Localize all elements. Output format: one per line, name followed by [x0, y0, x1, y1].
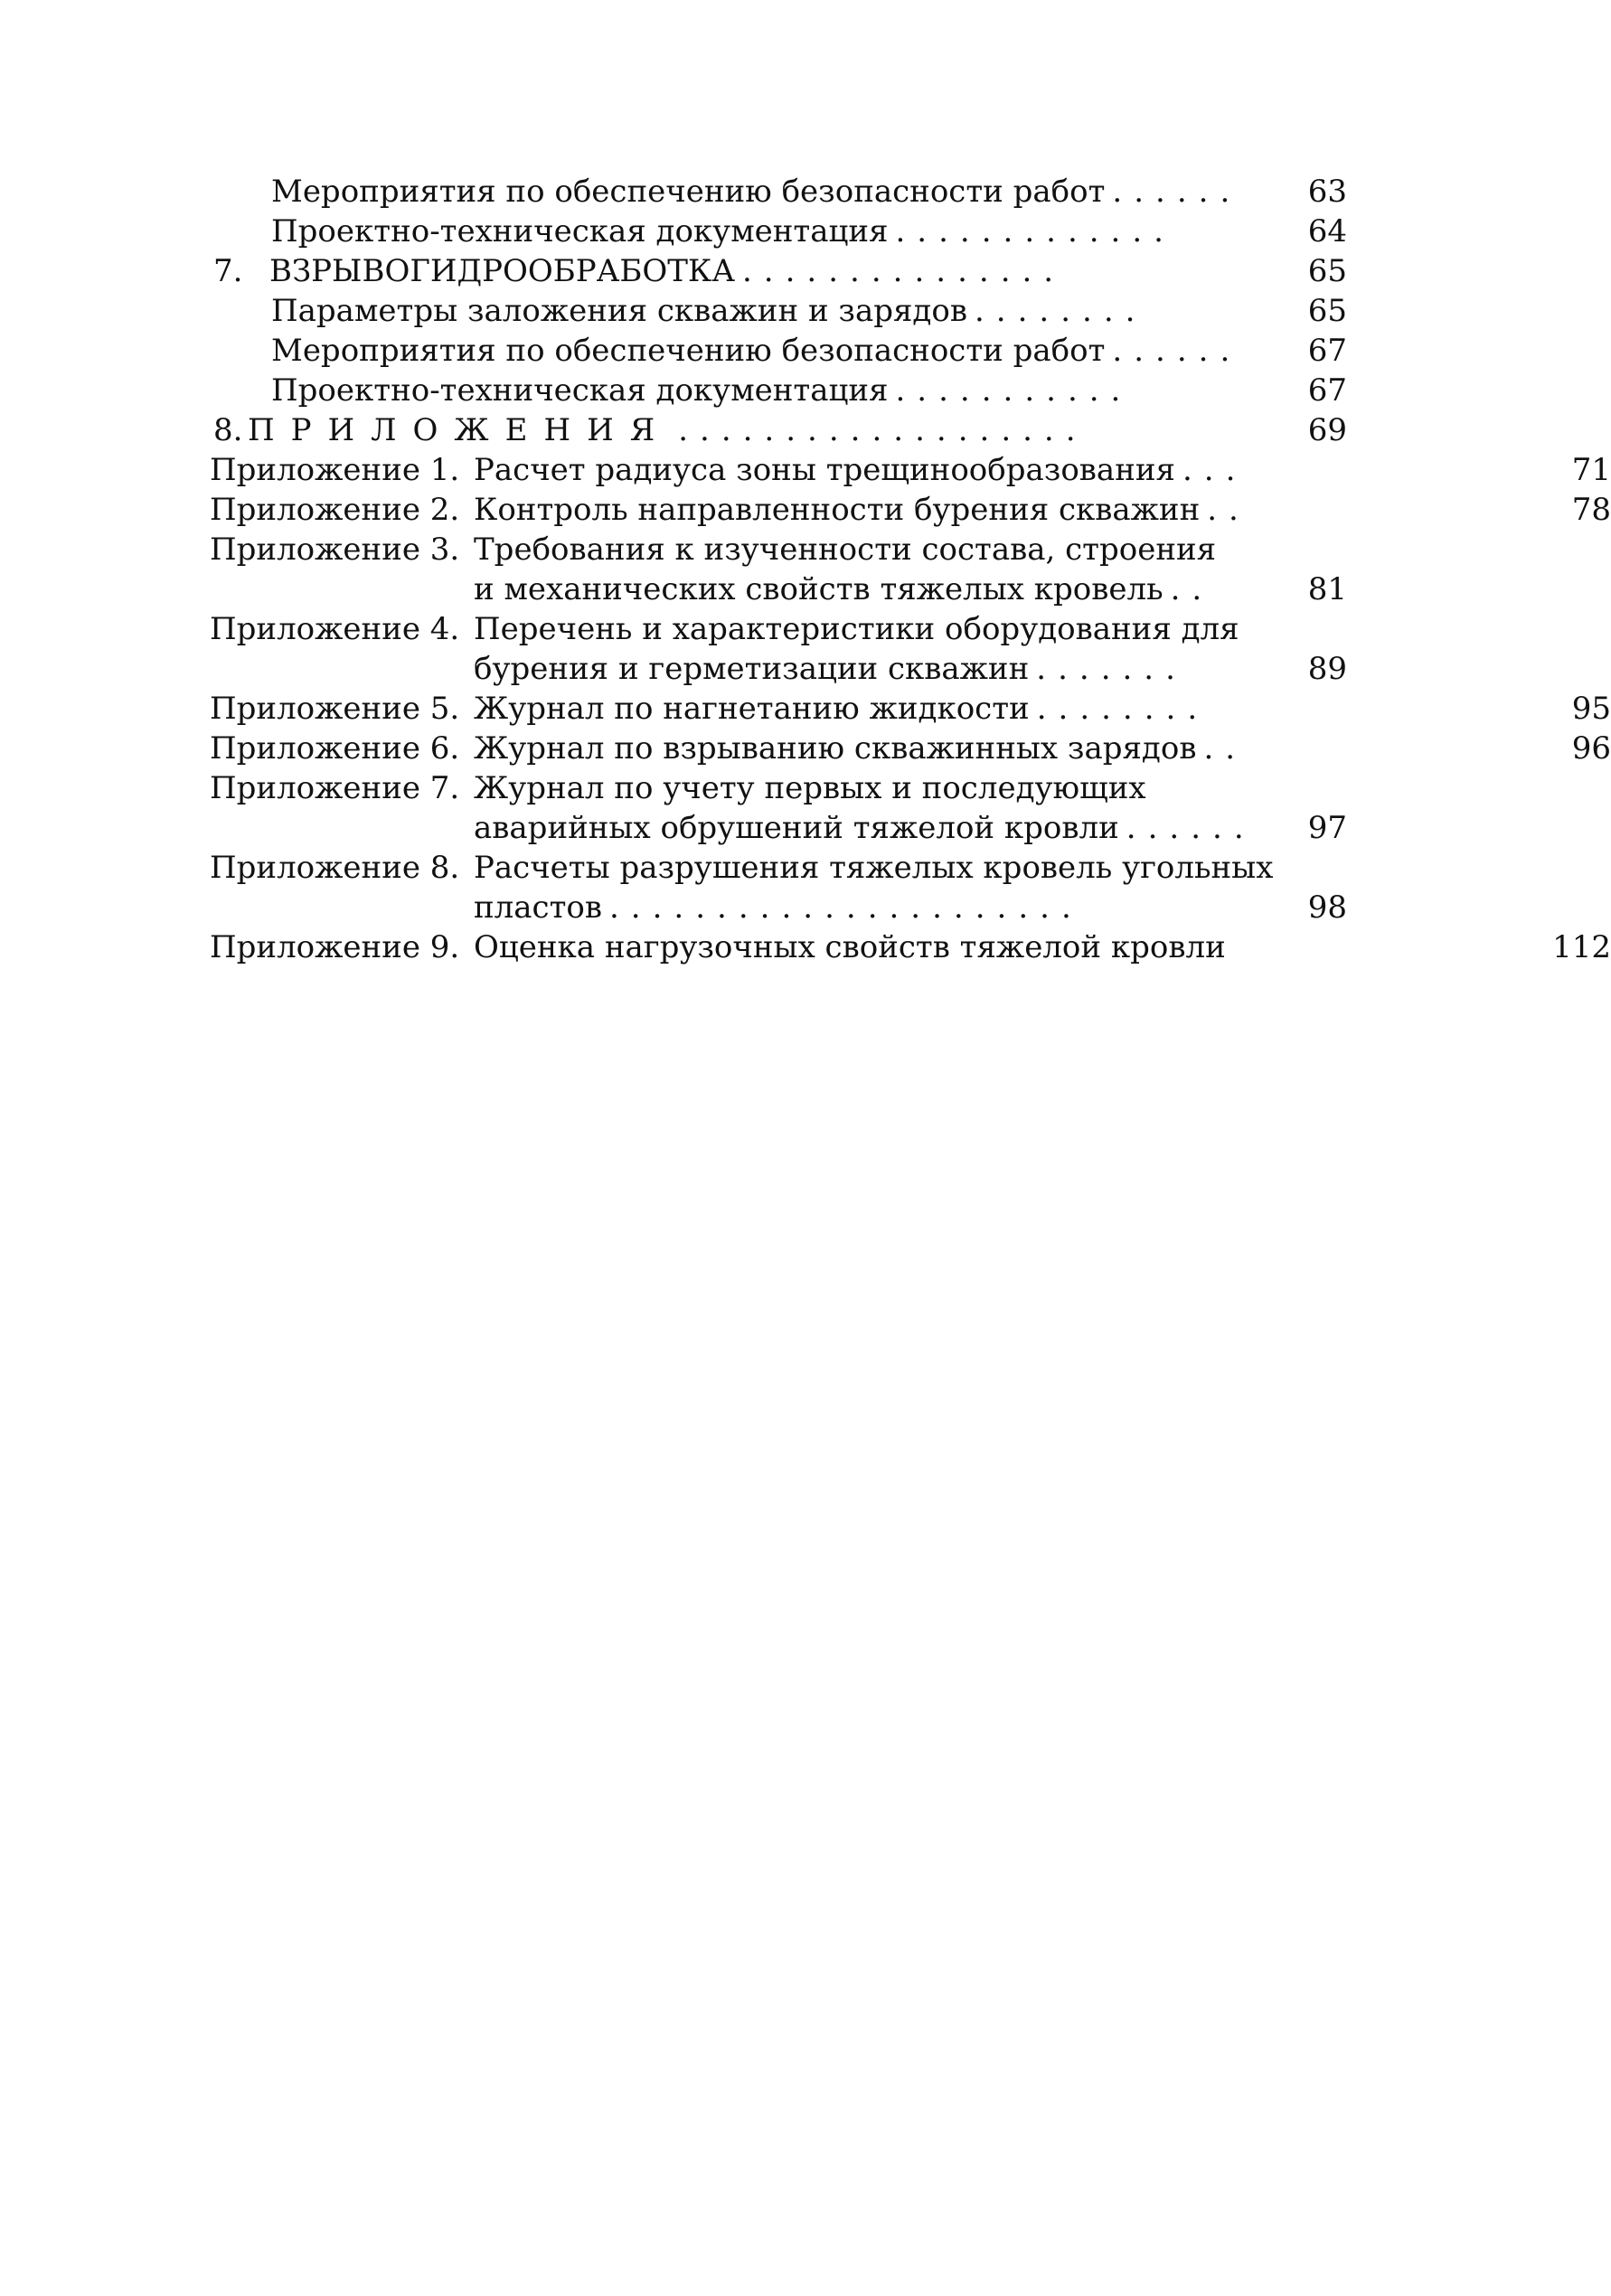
appendix-label: Приложение 8. [210, 850, 460, 886]
toc-entry-app4 [210, 609, 1347, 649]
toc-leader-dots: ... [1182, 452, 1248, 488]
toc-entry-app2 [210, 490, 1611, 530]
appendix-title: Журнал по учету первых и последующих [474, 770, 1146, 806]
toc-entry-text: Мероприятия по обеспечению безопасности работ [271, 333, 1106, 369]
toc-entry-app7-cont [474, 808, 1347, 848]
toc-leader-dots: ............. [895, 213, 1175, 249]
toc-leader-dots: ........ [974, 293, 1147, 329]
toc-leader-dots: ....... [1036, 651, 1187, 687]
toc-page-number: 95 [1571, 691, 1611, 727]
appendix-label: Приложение 6. [210, 730, 460, 767]
appendix-label: Приложение 3. [210, 532, 460, 568]
toc-leader-dots: ...... [1126, 810, 1256, 846]
toc-entry-text: Параметры заложения скважин и зарядов [271, 293, 967, 329]
appendix-label: Приложение 4. [210, 611, 460, 647]
appendix-label: Приложение 2. [210, 492, 460, 528]
appendix-title-cont: пластов [474, 889, 602, 926]
toc-entry-app1 [210, 450, 1611, 490]
toc-leader-dots: ...... [1112, 333, 1242, 369]
toc-leader-dots: ...... [1112, 174, 1242, 210]
toc-page-number: 78 [1571, 492, 1611, 528]
toc-page-number: 65 [1307, 253, 1347, 289]
toc-page-number: 96 [1571, 730, 1611, 767]
toc-page-number: 71 [1571, 452, 1611, 488]
toc-page-number: 98 [1307, 889, 1347, 926]
toc-entry-text: Мероприятия по обеспечению безопасности работ [271, 174, 1106, 210]
toc-entry-app9 [210, 927, 1611, 967]
toc-entry-s8 [213, 410, 1347, 450]
appendix-label: Приложение 1. [210, 452, 460, 488]
appendix-title: Оценка нагрузочных свойств тяжелой кровли [474, 929, 1226, 965]
toc-leader-dots: .. [1203, 730, 1248, 767]
appendix-title: Требования к изученности состава, строения [474, 532, 1217, 568]
toc-leader-dots: ................... [678, 412, 1088, 448]
toc-page-number: 64 [1307, 213, 1347, 249]
appendix-label: Приложение 5. [210, 691, 460, 727]
toc-page-number: 65 [1307, 293, 1347, 329]
section-number: 8. [213, 412, 243, 448]
toc-page-number: 67 [1307, 372, 1347, 409]
section-number: 7. [213, 253, 243, 289]
toc-leader-dots: ........... [895, 372, 1133, 409]
toc-entry-app7 [210, 768, 1347, 808]
toc-leader-dots: .. [1170, 571, 1214, 607]
appendix-title-cont: бурения и герметизации скважин [474, 651, 1030, 687]
toc-entry-s6-docs [271, 212, 1347, 251]
appendix-title: Журнал по взрыванию скважинных зарядов [474, 730, 1197, 767]
toc-page-number: 81 [1307, 571, 1347, 607]
appendix-title-cont: аварийных обрушений тяжелой кровли [474, 810, 1119, 846]
toc-entry-s6-safety [271, 172, 1347, 212]
toc-page-number: 69 [1307, 412, 1347, 448]
section-title: ВЗРЫВОГИДРООБРАБОТКА [269, 253, 735, 289]
toc-entry-app8 [210, 848, 1347, 888]
appendix-title-cont: и механических свойств тяжелых кровель [474, 571, 1164, 607]
appendix-label: Приложение 7. [210, 770, 460, 806]
toc-page-number: 63 [1307, 174, 1347, 210]
toc-page-number: 97 [1307, 810, 1347, 846]
toc-entry-app6 [210, 729, 1611, 768]
toc-entry-app3-cont [474, 569, 1347, 609]
toc-page-number: 89 [1307, 651, 1347, 687]
toc-entry-s7-docs [271, 371, 1347, 410]
toc-leader-dots: ............... [742, 253, 1066, 289]
toc-entry-app5 [210, 689, 1611, 729]
toc-entry-app4-cont [474, 649, 1347, 689]
toc-entry-text: Проектно-техническая документация [271, 372, 889, 409]
appendix-title: Расчеты разрушения тяжелых кровель угольных [474, 850, 1274, 886]
toc-entry-s7-params [271, 291, 1347, 331]
appendix-title: Журнал по нагнетанию жидкости [474, 691, 1030, 727]
toc-page-number: 67 [1307, 333, 1347, 369]
toc-entry-app8-cont [474, 888, 1347, 927]
appendix-title: Расчет радиуса зоны трещинообразования [474, 452, 1175, 488]
toc-leader-dots: ........ [1036, 691, 1210, 727]
appendix-label: Приложение 9. [210, 929, 460, 965]
toc-leader-dots: .. [1207, 492, 1250, 528]
toc-entry-app3 [210, 530, 1347, 569]
toc-leader-dots: ...................... [609, 889, 1083, 926]
appendix-title: Перечень и характеристики оборудования для [474, 611, 1239, 647]
toc-entry-s7 [213, 251, 1347, 291]
toc-entry-s7-safety [271, 331, 1347, 371]
toc-page-number: 112 [1552, 929, 1611, 965]
toc-entry-text: Проектно-техническая документация [271, 213, 889, 249]
appendix-title: Контроль направленности бурения скважин [474, 492, 1201, 528]
section-title: ПРИЛОЖЕНИЯ [248, 412, 672, 448]
